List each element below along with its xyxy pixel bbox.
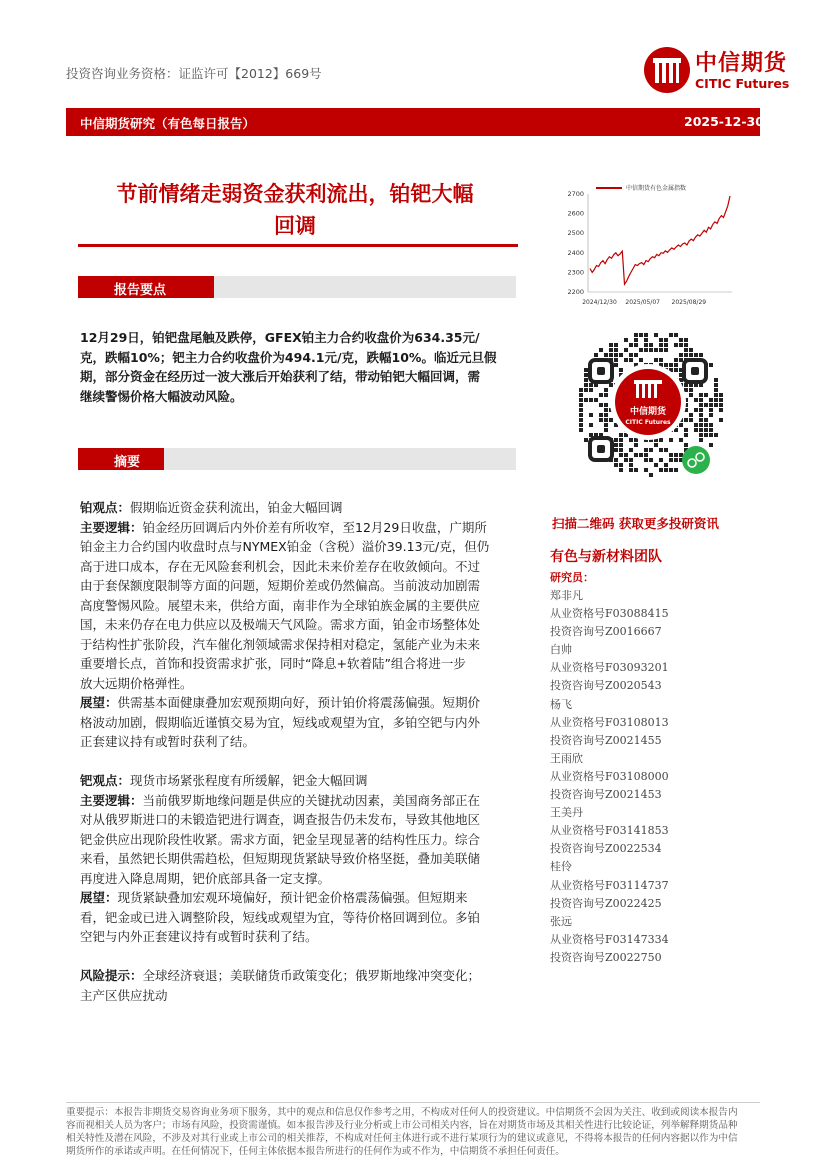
qr-module — [684, 433, 688, 437]
qr-module — [634, 353, 638, 357]
qr-module — [719, 418, 723, 422]
qr-module — [624, 358, 628, 362]
qr-module — [604, 418, 608, 422]
qr-module — [619, 448, 623, 452]
qr-module — [674, 453, 678, 457]
qr-module — [684, 443, 688, 447]
pd-outlook-line: 看，钯金或已进入调整阶段，短线或观望为宜，等待价格回调到位。多铂 — [80, 909, 481, 925]
qr-module — [614, 353, 618, 357]
qr-module — [704, 433, 708, 437]
qr-module — [674, 458, 678, 462]
logo-chinese-name: 中信期货 — [695, 51, 788, 76]
researcher-entry: 王雨欣 — [550, 751, 583, 765]
qr-code[interactable] — [568, 320, 728, 485]
qr-module — [659, 458, 663, 462]
qr-module — [684, 428, 688, 432]
pd-logic-line: 主要逻辑：当前俄罗斯地缘问题是供应的关键扰动因素，美国商务部正在 — [80, 792, 481, 808]
qr-module — [624, 348, 628, 352]
qr-module — [614, 343, 618, 347]
license-text: 投资咨询业务资格：证监许可【2012】669号 — [66, 66, 322, 81]
qr-module — [634, 338, 638, 342]
qr-module — [719, 403, 723, 407]
qr-module — [629, 463, 633, 467]
qr-module — [614, 443, 618, 447]
researcher-entry: 投资咨询号Z0022534 — [550, 842, 662, 856]
qr-module — [609, 383, 613, 387]
pt-logic-line: 于结构性扩张阶段，汽车催化剂领域需求保持相对稳定，氢能产业为未来 — [80, 636, 481, 652]
qr-module — [639, 453, 643, 457]
qr-module — [704, 428, 708, 432]
qr-module — [659, 468, 663, 472]
qr-module — [594, 398, 598, 402]
qr-module — [624, 453, 628, 457]
qr-module — [584, 398, 588, 402]
qr-module — [619, 453, 623, 457]
qr-module — [704, 423, 708, 427]
title-line-2: 回调 — [274, 214, 316, 238]
y-tick-label: 2200 — [567, 288, 584, 296]
researcher-entry: 投资咨询号Z0022425 — [550, 896, 662, 910]
disclaimer-line: 重要提示：本报告非期货交易咨询业务项下服务，其中的观点和信息仅作参考之用，不构成对任何人的投资建议。中信期货不会因为关注、收到或阅读本报告内 — [66, 1107, 738, 1118]
qr-module — [669, 453, 673, 457]
researcher-entry: 桂伶 — [550, 860, 572, 874]
qr-module — [614, 358, 618, 362]
pt-outlook-line: 格波动加剧，假期临近谨慎交易为宜，短线或观望为宜，多铂空钯与内外 — [80, 714, 481, 730]
pt-logic-line: 主要逻辑：铂金经历回调后内外价差有所收窄，至12月29日收盘，广期所 — [80, 519, 487, 535]
qr-module — [694, 428, 698, 432]
researcher-entry: 白帅 — [550, 643, 572, 657]
qr-module — [664, 348, 668, 352]
qr-module — [699, 428, 703, 432]
qr-module — [604, 393, 608, 397]
title-divider — [78, 244, 518, 247]
qr-module — [699, 398, 703, 402]
key-point-line: 继续警惕价格大幅波动风险。 — [80, 388, 243, 404]
qr-module — [694, 353, 698, 357]
qr-module — [589, 388, 593, 392]
qr-module — [604, 353, 608, 357]
qr-module — [709, 403, 713, 407]
researcher-list — [550, 587, 669, 967]
y-tick-label: 2700 — [567, 190, 584, 198]
qr-module — [589, 398, 593, 402]
qr-module — [604, 388, 608, 392]
qr-module — [629, 438, 633, 442]
qr-module — [604, 403, 608, 407]
qr-module — [679, 358, 683, 362]
disclaimer-line: 容而视相关人员为客户；市场有风险，投资需谨慎。如本报告涉及行业分析或上市公司相关内容，旨在对期货市场及其相关性进行比较论证，列举解释期货品种 — [66, 1120, 738, 1131]
section-header-summary — [78, 448, 516, 470]
qr-module — [709, 428, 713, 432]
qr-module — [654, 463, 658, 467]
qr-module — [684, 388, 688, 392]
qr-module — [684, 338, 688, 342]
qr-module — [619, 468, 623, 472]
qr-module — [669, 438, 673, 442]
pd-logic-line: 来看，虽然钯长期供需趋松，但短期现货紧缺导致价格坚挺，叠加美联储 — [80, 851, 481, 866]
qr-module — [644, 468, 648, 472]
qr-module — [599, 393, 603, 397]
qr-module — [649, 473, 653, 477]
qr-module — [619, 443, 623, 447]
qr-module — [649, 458, 653, 462]
researcher-entry: 从业资格号F03114737 — [550, 878, 669, 892]
researcher-entry: 从业资格号F03088415 — [550, 607, 669, 621]
qr-module — [659, 358, 663, 362]
x-tick-label: 2024/12/30 — [582, 299, 617, 306]
qr-module — [634, 438, 638, 442]
footer-divider — [66, 1102, 760, 1103]
qr-module — [704, 393, 708, 397]
qr-module — [579, 403, 583, 407]
scan-qr-caption: 扫描二维码 获取更多投研资讯 — [552, 516, 719, 531]
qr-module — [679, 338, 683, 342]
qr-module — [619, 433, 623, 437]
qr-module — [619, 353, 623, 357]
qr-module — [654, 358, 658, 362]
qr-module — [614, 363, 618, 367]
qr-module — [679, 453, 683, 457]
y-tick-label: 2400 — [567, 248, 584, 257]
qr-module — [709, 443, 713, 447]
qr-module — [579, 393, 583, 397]
qr-module — [649, 348, 653, 352]
qr-module — [674, 363, 678, 367]
qr-module — [684, 353, 688, 357]
qr-module — [604, 413, 608, 417]
qr-module — [579, 428, 583, 432]
qr-module — [719, 398, 723, 402]
qr-module — [644, 338, 648, 342]
qr-module — [604, 408, 608, 412]
qr-module — [584, 373, 588, 377]
qr-module — [669, 363, 673, 367]
researcher-entry: 投资咨询号Z0016667 — [550, 625, 662, 639]
pd-logic-line: 钯金供应出现阶段性收紧。需求方面，钯金呈现显著的结构性压力。综合 — [80, 831, 481, 847]
risk-line: 风险提示：全球经济衰退；美联储货币政策变化；俄罗斯地缘冲突变化； — [80, 968, 481, 983]
disclaimer-line: 期货所作的承诺或声明。在任何情况下，任何主体依据本报告所进行的任何作为或不作为，中信期货不承担任何责任。 — [66, 1146, 565, 1157]
qr-module — [709, 408, 713, 412]
qr-module — [674, 343, 678, 347]
qr-module — [659, 448, 663, 452]
qr-module — [579, 413, 583, 417]
qr-module — [669, 468, 673, 472]
qr-module — [699, 403, 703, 407]
qr-module — [699, 423, 703, 427]
qr-finder-center — [597, 367, 605, 375]
pt-logic-line: 高于进口成本，存在无风险套利机会，因此未来价差存在收敛倾向。不过 — [80, 558, 481, 574]
team-name: 有色与新材料团队 — [550, 549, 662, 565]
qr-module — [694, 408, 698, 412]
qr-module — [649, 343, 653, 347]
citic-logo-icon — [642, 44, 692, 96]
qr-module — [644, 458, 648, 462]
qr-module — [699, 393, 703, 397]
qr-module — [659, 343, 663, 347]
report-date: 2025-12-30 — [684, 114, 764, 129]
qr-module — [639, 348, 643, 352]
qr-module — [614, 348, 618, 352]
qr-module — [599, 403, 603, 407]
qr-module — [589, 423, 593, 427]
qr-module — [629, 458, 633, 462]
section-label: 报告要点 — [114, 283, 167, 298]
qr-module — [604, 428, 608, 432]
qr-module — [664, 468, 668, 472]
qr-module — [589, 413, 593, 417]
qr-module — [689, 413, 693, 417]
qr-module — [709, 363, 713, 367]
report-series: 中信期货研究（有色每日报告） — [80, 116, 256, 131]
researcher-entry: 王美丹 — [550, 806, 583, 820]
qr-module — [719, 393, 723, 397]
y-tick-label: 2500 — [567, 229, 584, 238]
key-points-paragraph — [80, 328, 520, 406]
pt-logic-line: 重要增长点，首饰和投资需求扩张，同时“降息+软着陆”组合将进一步 — [80, 656, 466, 671]
qr-module — [609, 348, 613, 352]
qr-module — [644, 333, 648, 337]
qr-module — [709, 413, 713, 417]
qr-module — [619, 368, 623, 372]
key-point-line: 12月29日，铂钯盘尾触及跌停，GFEX铂主力合约收盘价为634.35元/ — [80, 330, 480, 345]
pd-logic-line: 再度进入降息周期，钯价底部具备一定支撑。 — [80, 870, 331, 886]
qr-module — [659, 338, 663, 342]
researcher-entry: 从业资格号F03093201 — [550, 661, 669, 675]
qr-module — [579, 388, 583, 392]
researcher-entry: 从业资格号F03108013 — [550, 715, 669, 729]
qr-module — [714, 388, 718, 392]
pt-logic-line: 高度警惕风险。展望未来，供给方面，南非作为全球铂族金属的主要供应 — [80, 597, 481, 613]
qr-module — [589, 433, 593, 437]
researcher-entry: 郑非凡 — [550, 589, 583, 602]
qr-module — [674, 468, 678, 472]
qr-module — [649, 448, 653, 452]
qr-finder-center — [597, 445, 605, 453]
researcher-entry: 从业资格号F03147334 — [550, 932, 669, 946]
page-title — [70, 178, 520, 242]
disclaimer-line: 相关特性及潜在风险，不涉及对其行业或上市公司的相关推荐，不构成对任何主体进行或不进行某项行为的建议或意见，不得将本报告的任何内容据以作为中信 — [66, 1133, 738, 1144]
section-label: 摘要 — [114, 455, 141, 470]
qr-module — [644, 453, 648, 457]
researcher-entry: 投资咨询号Z0020543 — [550, 679, 662, 693]
researcher-entry: 投资咨询号Z0022750 — [550, 950, 662, 964]
qr-module — [599, 348, 603, 352]
qr-module — [644, 348, 648, 352]
researcher-entry: 杨飞 — [550, 697, 572, 711]
x-tick-label: 2025/08/29 — [671, 299, 707, 306]
qr-module — [639, 333, 643, 337]
pt-view-line: 铂观点：假期临近资金获利流出，铂金大幅回调 — [80, 500, 343, 515]
key-point-line: 期，部分资金在经历过一波大涨后开始获利了结，带动铂钯大幅回调，需 — [80, 369, 481, 384]
title-line-1: 节前情绪走弱资金获利流出，铂钯大幅 — [116, 182, 474, 206]
qr-module — [674, 358, 678, 362]
metals-index-chart — [560, 180, 740, 310]
qr-module — [694, 398, 698, 402]
qr-module — [629, 468, 633, 472]
pt-logic-line: 铂金主力合约国内收盘时点与NYMEX铂金（含税）溢价39.13元/克，但仍 — [80, 539, 490, 554]
qr-module — [694, 423, 698, 427]
qr-module — [579, 423, 583, 427]
qr-module — [599, 418, 603, 422]
qr-module — [709, 423, 713, 427]
legend-label: 中信期货有色金属指数 — [626, 185, 687, 192]
qr-module — [699, 413, 703, 417]
qr-module — [614, 448, 618, 452]
qr-module — [654, 443, 658, 447]
qr-module — [719, 408, 723, 412]
qr-module — [624, 338, 628, 342]
qr-module — [609, 418, 613, 422]
qr-finder-center — [691, 367, 699, 375]
qr-module — [689, 353, 693, 357]
qr-module — [584, 383, 588, 387]
qr-module — [704, 403, 708, 407]
qr-module — [634, 333, 638, 337]
pd-outlook-line: 空钯与内外正套建议持有或暂时获利了结。 — [80, 929, 318, 944]
qr-module — [594, 353, 598, 357]
disclaimer — [66, 1106, 760, 1158]
pd-logic-line: 对从俄罗斯进口的未锻造钯进行调查，调查报告仍未发布，导致其他地区 — [80, 812, 481, 827]
qr-module — [699, 438, 703, 442]
qr-module — [669, 333, 673, 337]
qr-module — [654, 333, 658, 337]
qr-module — [674, 368, 678, 372]
pt-outlook-line: 正套建议持有或暂时获利了结。 — [80, 734, 256, 749]
qr-module — [699, 353, 703, 357]
qr-module — [699, 408, 703, 412]
qr-module — [579, 418, 583, 422]
researcher-entry: 从业资格号F03108000 — [550, 769, 669, 783]
qr-module — [689, 418, 693, 422]
qr-module — [584, 438, 588, 442]
mini-program-icon — [682, 446, 710, 474]
qr-module — [689, 348, 693, 352]
qr-module — [604, 423, 608, 427]
qr-module — [669, 458, 673, 462]
qr-module — [579, 408, 583, 412]
researchers-label: 研究员： — [550, 571, 594, 584]
series-line — [590, 196, 730, 284]
qr-module — [664, 448, 668, 452]
qr-module — [629, 448, 633, 452]
y-tick-label: 2600 — [567, 209, 584, 218]
qr-module — [584, 368, 588, 372]
logo-english-name: CITIC Futures — [695, 76, 790, 91]
researcher-entry: 从业资格号F03141853 — [550, 824, 669, 838]
qr-module — [609, 343, 613, 347]
qr-module — [684, 348, 688, 352]
qr-module — [679, 353, 683, 357]
qr-module — [714, 398, 718, 402]
pt-logic-line: 放大远期价格弹性。 — [80, 675, 193, 691]
qr-module — [664, 338, 668, 342]
qr-logo-cn: 中信期货 — [629, 407, 667, 417]
qr-module — [674, 333, 678, 337]
qr-module — [664, 343, 668, 347]
qr-module — [614, 463, 618, 467]
researcher-entry: 张远 — [550, 914, 572, 928]
qr-module — [689, 388, 693, 392]
summary-body — [80, 498, 520, 1005]
qr-module — [634, 453, 638, 457]
qr-module — [709, 398, 713, 402]
qr-module — [634, 468, 638, 472]
qr-module — [624, 458, 628, 462]
qr-module — [639, 358, 643, 362]
pt-logic-line: 由于套保额度限制等方面的问题，短期价差或仍然偏高。当前波动加剧需 — [80, 578, 481, 593]
qr-module — [699, 433, 703, 437]
qr-module — [644, 448, 648, 452]
qr-module — [679, 423, 683, 427]
qr-module — [714, 378, 718, 382]
qr-module — [614, 438, 618, 442]
qr-module — [629, 343, 633, 347]
risk-line: 主产区供应扰动 — [80, 987, 168, 1003]
qr-module — [584, 388, 588, 392]
qr-module — [684, 418, 688, 422]
researcher-entry: 投资咨询号Z0021453 — [550, 788, 662, 802]
pd-view-line: 钯观点：现货市场紧张程度有所缓解，钯金大幅回调 — [80, 773, 368, 788]
qr-module — [654, 348, 658, 352]
qr-module — [689, 393, 693, 397]
qr-module — [664, 463, 668, 467]
qr-module — [629, 353, 633, 357]
qr-logo-en: CITIC Futures — [625, 419, 671, 426]
qr-module — [709, 433, 713, 437]
qr-module — [704, 418, 708, 422]
qr-module — [679, 438, 683, 442]
qr-module — [714, 403, 718, 407]
qr-module — [634, 443, 638, 447]
qr-module — [609, 353, 613, 357]
qr-module — [699, 418, 703, 422]
qr-module — [589, 383, 593, 387]
qr-module — [664, 363, 668, 367]
qr-module — [659, 438, 663, 442]
pt-logic-line: 国，未来仍存在电力供应以及极端天气风险。需求方面，铂金市场整体处 — [80, 617, 481, 632]
qr-module — [679, 343, 683, 347]
qr-module — [644, 343, 648, 347]
qr-module — [634, 343, 638, 347]
qr-module — [619, 438, 623, 442]
qr-module — [599, 413, 603, 417]
qr-module — [629, 358, 633, 362]
pt-outlook-line: 展望：供需基本面健康叠加宏观预期向好，预计铂价将震荡偏强。短期价 — [80, 695, 481, 710]
x-tick-label: 2025/05/07 — [625, 299, 661, 306]
qr-module — [619, 463, 623, 467]
qr-module — [714, 383, 718, 387]
qr-module — [659, 348, 663, 352]
qr-module — [584, 378, 588, 382]
key-point-line: 克，跌幅10%；钯主力合约收盘价为494.1元/克，跌幅10%。临近元旦假 — [80, 349, 497, 365]
qr-module — [684, 343, 688, 347]
qr-module — [614, 458, 618, 462]
qr-module — [714, 393, 718, 397]
section-header-key-points — [78, 276, 516, 298]
researcher-entry: 投资咨询号Z0021455 — [550, 733, 662, 747]
y-tick-label: 2300 — [567, 268, 584, 277]
qr-module — [714, 433, 718, 437]
pd-outlook-line: 展望：现货紧缺叠加宏观环境偏好，预计钯金价格震荡偏强。但短期来 — [80, 890, 468, 905]
qr-module — [579, 398, 583, 402]
